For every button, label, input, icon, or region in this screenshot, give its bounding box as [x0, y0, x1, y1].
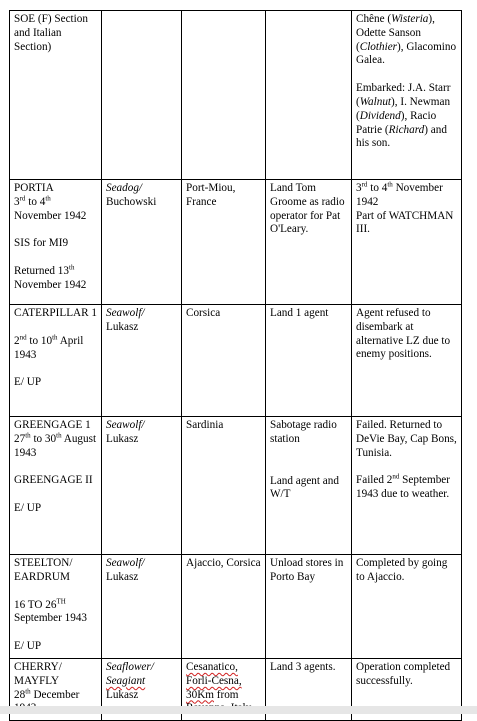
cell-operation	[10, 555, 102, 659]
vessel-name: Seawolf/	[106, 557, 145, 569]
location-text: Corsica	[186, 307, 221, 319]
table-row	[10, 180, 462, 305]
operation-name: GREENGAGE 1	[14, 419, 91, 431]
cell-task	[266, 555, 352, 659]
cell-operation	[10, 305, 102, 417]
operation-name: STEELTON/ EARDRUM	[14, 557, 73, 583]
task-text-2: Land agent and W/T	[270, 474, 339, 501]
operation-name: CHERRY/ MAYFLY	[14, 660, 62, 687]
cell-location	[182, 417, 266, 555]
operation-returned: Returned 13th November 1942	[14, 263, 87, 291]
task-text: Land 1 agent	[270, 307, 329, 319]
operation-code: E/ UP	[14, 640, 42, 653]
task-text: Land Tom Groome as radio operator for Pat O'Leary.	[270, 182, 345, 236]
cell-operation	[10, 417, 102, 555]
cell-operation	[10, 11, 102, 180]
outcome-text-2: Failed 2nd September 1943 due to weather.	[356, 472, 450, 501]
outcome-date: 3rd to 4th November 1942	[356, 180, 443, 208]
outcome-text: Operation completed successfully.	[356, 660, 451, 687]
outcome-text: Chêne (Wisteria), Odette Sanson (Clothier), Glacomino Galea.	[356, 13, 457, 67]
operation-code: E/ UP	[14, 376, 42, 389]
location-text: Ajaccio, Corsica	[186, 557, 261, 569]
commander-name: Lukasz	[106, 320, 139, 333]
location-text: Cesanatico,	[186, 660, 238, 673]
vessel-name: Seawolf/	[106, 419, 145, 431]
cell-task	[266, 11, 352, 180]
outcome-embarked: Embarked: J.A. Starr (Walnut), I. Newman (Dividend), Racio Patrie (Richard) and his son.	[356, 82, 451, 150]
operation-date: 2nd to 10th April 1943	[14, 333, 84, 361]
cell-location	[182, 11, 266, 180]
location-text-2: Forli-Cesna,	[186, 674, 242, 687]
page-bottom-edge	[0, 706, 477, 714]
operation-date: 3rd to 4th November 1942	[14, 194, 87, 222]
table-row	[10, 555, 462, 659]
outcome-text: Failed. Returned to DeVie Bay, Cap Bons, Tunisia.	[356, 419, 457, 459]
operation-name: CATERPILLAR 1	[14, 307, 97, 319]
vessel-name: Seawolf/	[106, 307, 145, 319]
cell-vessel	[102, 555, 182, 659]
cell-location	[182, 305, 266, 417]
cell-task	[266, 180, 352, 305]
cell-vessel	[102, 11, 182, 180]
commander-name: Buchowski	[106, 195, 157, 208]
task-text: Sabotage radio station	[270, 419, 337, 445]
outcome-text: Completed by going to Ajaccio.	[356, 557, 448, 583]
cell-location	[182, 555, 266, 659]
cell-vessel	[102, 305, 182, 417]
table-row	[10, 417, 462, 555]
location-distance: 30Km	[186, 688, 214, 701]
cell-operation	[10, 180, 102, 305]
vessel-name: Seaflower/	[106, 660, 154, 673]
location-text-3: from	[216, 688, 239, 701]
cell-task	[266, 305, 352, 417]
cell-outcome	[352, 555, 462, 659]
operation-name: PORTIA	[14, 182, 54, 194]
operation-code: E/ UP	[14, 502, 42, 515]
section-label: SOE (F) Section and Italian Section)	[14, 13, 88, 53]
operation-name-2: GREENGAGE II	[14, 474, 93, 487]
operation-date: 27th to 30th August 1943	[14, 431, 97, 459]
cell-task	[266, 417, 352, 555]
location-text: Port-Miou, France	[186, 182, 236, 208]
vessel-name: Seadog/	[106, 182, 143, 194]
commander-name: Lukasz	[106, 688, 139, 701]
cell-vessel	[102, 417, 182, 555]
cell-outcome	[352, 305, 462, 417]
cell-vessel	[102, 180, 182, 305]
cell-outcome	[352, 11, 462, 180]
cell-outcome	[352, 180, 462, 305]
outcome-text: Part of WATCHMAN III.	[356, 209, 454, 236]
commander-name: Lukasz	[106, 570, 139, 583]
outcome-text: Agent refused to disembark at alternative LZ due to enemy positions.	[356, 307, 451, 361]
task-text: Unload stores in Porto Bay	[270, 557, 344, 583]
table-row	[10, 11, 462, 180]
operation-note: SIS for MI9	[14, 237, 69, 250]
cell-outcome	[352, 417, 462, 555]
vessel-name-2: Seagiant	[106, 674, 146, 687]
operations-table	[9, 10, 462, 721]
operation-date: 28th December	[14, 686, 80, 701]
commander-name: Lukasz	[106, 432, 139, 445]
table-row	[10, 305, 462, 417]
cell-location	[182, 180, 266, 305]
operation-date: 16 TO 26TH September 1943	[14, 596, 88, 625]
location-text: Sardinia	[186, 419, 224, 431]
task-text: Land 3 agents.	[270, 660, 336, 673]
